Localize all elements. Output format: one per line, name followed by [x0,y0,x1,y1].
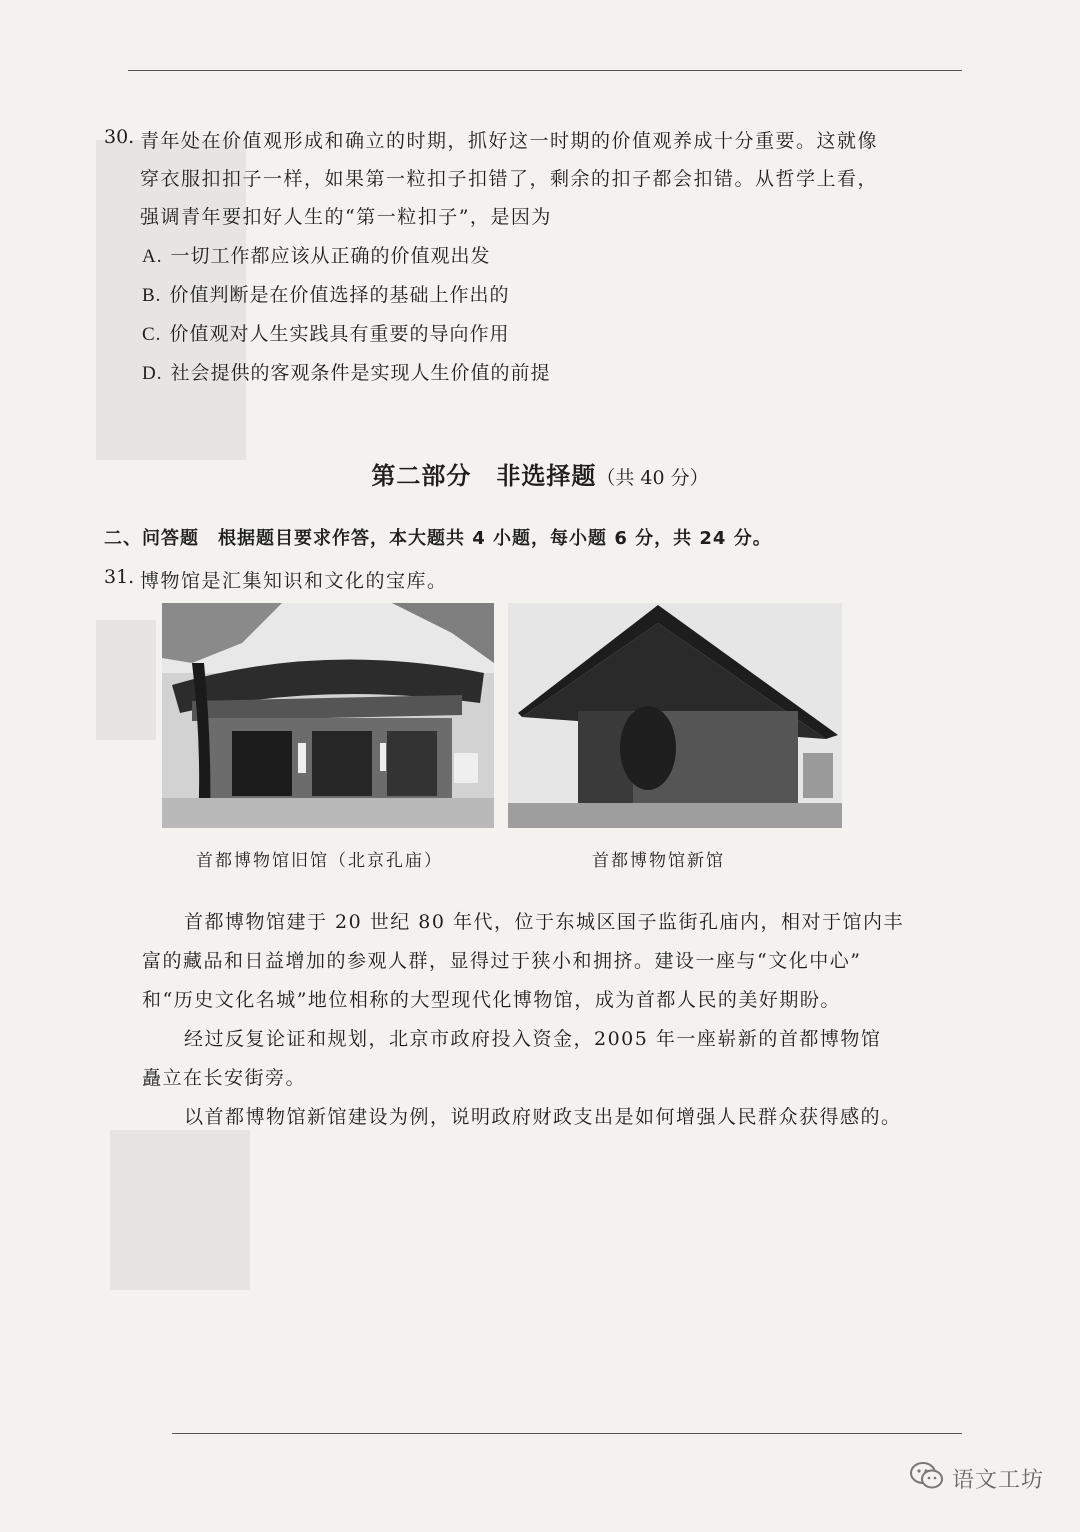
q31-paragraph-1-line-1: 首都博物馆建于 20 世纪 80 年代，位于东城区国子监街孔庙内，相对于馆内丰 [184,911,905,933]
option-d [142,358,551,385]
part-two-heading: 第二部分 非选择题 [371,462,597,490]
watermark-text: 语文工坊 [951,1467,1044,1493]
option-b-letter: B. [142,285,162,306]
section-two-heading: 二、问答题 根据题目要求作答，本大题共 4 小题，每小题 6 分，共 24 分。 [104,528,772,549]
bleed-through-shading [96,620,156,740]
question-31-intro: 博物馆是汇集知识和文化的宝库。 [140,570,448,592]
option-c [142,319,509,346]
old-museum-caption: 首都博物馆旧馆（北京孔庙） [196,851,443,871]
option-c-text: 价值观对人生实践具有重要的导向作用 [169,323,510,345]
bleed-through-shading [110,1130,250,1290]
bottom-rule [172,1433,962,1434]
question-30-stem-line-2: 穿衣服扣扣子一样，如果第一粒扣子扣错了，剩余的扣子都会扣错。从哲学上看， [140,168,879,190]
question-30-number: 30. [104,126,135,148]
option-d-text: 社会提供的客观条件是实现人生价值的前提 [170,362,551,384]
q31-question: 以首都博物馆新馆建设为例，说明政府财政支出是如何增强人民群众获得感的。 [184,1106,902,1128]
q31-paragraph-1-line-3: 和“历史文化名城”地位相称的大型现代化博物馆，成为首都人民的美好期盼。 [142,989,841,1011]
q31-paragraph-1-line-2: 富的藏品和日益增加的参观人群，显得过于狭小和拥挤。建设一座与“文化中心” [142,950,862,972]
part-two-title [0,456,1080,491]
option-b-text: 价值判断是在价值选择的基础上作出的 [169,284,510,306]
new-museum-caption: 首都博物馆新馆 [592,851,725,871]
option-a-letter: A. [142,246,163,267]
question-31-number: 31. [104,566,135,588]
new-museum-photo [508,603,842,828]
old-museum-photo [162,603,494,828]
wechat-watermark [910,1462,1044,1494]
question-30-stem-line-1: 青年处在价值观形成和确立的时期，抓好这一时期的价值观养成十分重要。这就像 [140,130,879,152]
wechat-icon [910,1462,944,1494]
q31-paragraph-2-line-2: 矗立在长安街旁。 [142,1067,307,1089]
option-a [142,241,491,268]
option-a-text: 一切工作都应该从正确的价值观出发 [170,245,491,267]
top-rule [128,70,962,71]
option-c-letter: C. [142,324,162,345]
part-two-score: （共 40 分） [596,467,709,489]
q31-paragraph-2-line-1: 经过反复论证和规划，北京市政府投入资金，2005 年一座崭新的首都博物馆 [184,1028,882,1050]
question-30-stem-line-3: 强调青年要扣好人生的“第一粒扣子”，是因为 [140,206,552,228]
option-b [142,280,509,307]
option-d-letter: D. [142,363,163,384]
